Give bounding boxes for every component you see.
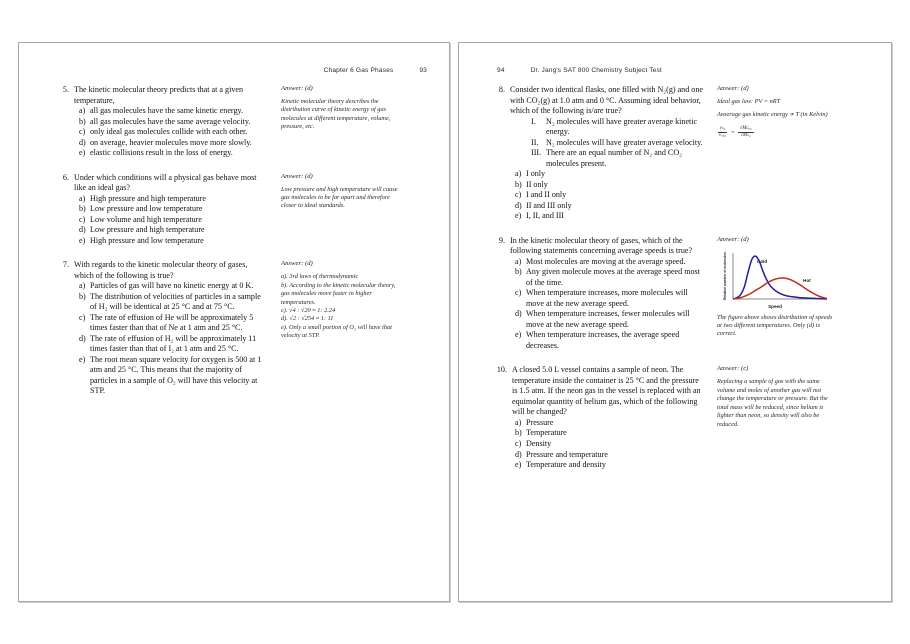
question-9-options <box>493 257 705 352</box>
right-page-running-head <box>497 67 662 74</box>
option-item: c) Density <box>515 438 552 448</box>
roman-statement-item: III. There are an equal number of N₂ and CO₂ molecules present. <box>531 148 682 168</box>
option-item: b) all gas molecules have the same average velocity. <box>79 116 251 126</box>
speed-distribution-svg <box>717 249 829 311</box>
answer-explanation-7 <box>281 273 399 341</box>
question-9-answer-sidebar <box>717 236 835 352</box>
roman-statement-item: I. N₂ molecules will have greater average kinetic energy. <box>531 116 698 137</box>
question-block-8 <box>493 85 877 222</box>
question-10-main <box>493 365 705 470</box>
question-6-options <box>57 194 269 247</box>
ideal-gas-law-note: Ideal gas law: PV = nRT <box>717 98 781 105</box>
option-item: c) Low volume and high temperature <box>79 214 202 224</box>
left-page-chapter-title: Chapter 6 Gas Phases <box>323 67 394 74</box>
option-item: e) The root mean square velocity for oxygen is 500 at 1 atm and 25 °C. This means that the majority of particles in a sample of O₂ will have this velocity at STP. <box>79 354 262 396</box>
question-6-number: 6. <box>62 172 69 182</box>
option-item: e) High pressure and low temperature <box>79 235 204 245</box>
answer-key-8: Answer: (d) <box>717 85 749 92</box>
option-item: d) The rate of effusion of H₂ will be approximately 11 times faster than that of I₂ at 1 atm and 25 °C. <box>79 333 257 354</box>
answer-line: b). According to the kinetic molecular theory, gas molecules move faster in higher temperatures. <box>281 281 396 306</box>
option-item: d) When temperature increases, fewer molecules will move at the new average speed. <box>515 309 690 329</box>
formula-lhs: $\frac{\text{vₙ₂}}{\text{v꜀ₒ₂}}$ <box>719 125 726 139</box>
option-item: d) Pressure and temperature <box>515 449 608 459</box>
answer-line: e). Only a small portion of O₂ will have that velocity at STP. <box>281 323 392 340</box>
question-6-stem: Under which conditions will a physical gas behave most like an ideal gas? <box>74 172 257 193</box>
left-page-running-head <box>324 67 427 74</box>
answer-line: d). √2 : √254 ≈ 1: 11 <box>281 315 334 323</box>
answer-explanation-10: Replacing a sample of gas with the same volume and moles of another gas will not change the temperature or pressure. But the total mass will be reduced, since helium is lighter than neon, so density will also be reduced. <box>717 378 828 428</box>
answer-line: a). 3rd laws of thermodynamic <box>281 273 359 281</box>
formula-rhs: $\frac{\text{√Mᴄₒ₂}}{\text{√Mₙ₂}}$ <box>739 125 752 139</box>
question-8-main <box>493 85 705 222</box>
option-item: c) I and II only <box>515 190 567 200</box>
option-item: a) Pressure <box>515 417 554 427</box>
page-left <box>18 42 450 602</box>
option-item: e) elastic collisions result in the loss of energy. <box>79 148 233 158</box>
option-item: b) Temperature <box>515 428 567 438</box>
question-5-main <box>57 85 269 159</box>
option-item: c) When temperature increases, more molecules will move at the new average speed. <box>515 288 688 308</box>
question-10-answer-sidebar <box>717 365 835 470</box>
question-7-main <box>57 260 269 397</box>
option-item: e) When temperature increases, the average speed decreases. <box>515 330 680 350</box>
option-item: a) Most molecules are moving at the average speed. <box>515 256 686 266</box>
question-10-stem: A closed 5.0 L vessel contains a sample of neon. The temperature inside the container is 25 °C and the pressure is 1.5 atm. If the neon gas in the vessel is replaced with an equimolar quantity of helium gas, which of the following will be changed? <box>512 365 701 417</box>
question-8-roman-statements <box>493 117 705 170</box>
question-8-answer-sidebar <box>717 85 835 222</box>
option-item: a) Particles of gas will have no kinetic energy at 0 K. <box>79 281 254 291</box>
question-8-stem: Consider two identical flasks, one filled with N₂(g) and one with CO₂(g) at 1.0 atm and 0 °C. Assuming ideal behavior, which of the following is/are true? <box>510 85 703 116</box>
right-page-title: Dr. Jang's SAT 800 Chemistry Subject Test <box>530 67 662 74</box>
option-item: b) II only <box>515 179 548 189</box>
effusion-ratio-formula <box>717 126 835 138</box>
question-5-stem: The kinetic molecular theory predicts that at a given temperature, <box>74 85 244 105</box>
question-block-9 <box>493 236 877 352</box>
question-6-main <box>57 173 269 247</box>
page-right <box>458 42 892 602</box>
question-7-answer-sidebar <box>281 260 399 397</box>
question-7-stem: With regards to the kinetic molecular theory of gases, which of the following is true? <box>74 260 248 280</box>
option-item: d) on average, heavier molecules move more slowly. <box>79 137 252 147</box>
option-item: a) High pressure and high temperature <box>79 193 206 203</box>
option-item: c) only ideal gas molecules collide with each other. <box>79 127 248 137</box>
kinetic-energy-note: Avaerage gas kinetic energy ∝ T (in Kelvin) <box>717 111 828 119</box>
roman-statement-item: II. N₂ molecules will have greater average velocity. <box>531 137 703 147</box>
right-page-content <box>493 85 877 595</box>
option-item: b) Any given molecule moves at the average speed most of the time. <box>515 267 700 287</box>
equals-sign: = <box>730 128 735 136</box>
chart-caption: The figure above shows distribution of speeds at two different temperatures. Only (d) is correct. <box>717 313 833 338</box>
question-block-7 <box>57 260 435 397</box>
option-item: a) all gas molecules have the same kinetic energy. <box>79 106 244 116</box>
hot-curve <box>733 278 827 299</box>
question-9-main <box>493 236 705 352</box>
question-9-number: 9. <box>498 235 505 245</box>
question-9-stem: In the kinetic molecular theory of gases, which of the following statements concerning average speeds is true? <box>510 235 693 256</box>
option-item: c) The rate of effusion of He will be approximately 5 times faster than that of Ne at 1 atm and 25 °C. <box>79 312 254 333</box>
question-block-6 <box>57 173 435 247</box>
answer-key-10: Answer: (c) <box>717 365 749 373</box>
answer-key-6: Answer: (d) <box>281 172 313 180</box>
question-5-answer-sidebar <box>281 85 399 159</box>
question-5-number: 5. <box>62 85 69 94</box>
option-item: b) Low pressure and low temperature <box>79 204 203 214</box>
option-item: e) I, II, and III <box>515 211 564 221</box>
y-axis-label: Relative number of molecules <box>723 251 727 300</box>
x-axis-label: Speed <box>768 303 782 309</box>
answer-key-7: Answer: (d) <box>281 260 313 268</box>
left-page-content <box>57 85 435 595</box>
option-item: b) The distribution of velocities of particles in a sample of H₂ will be identical at 25 °C and at 75 °C. <box>79 291 261 312</box>
question-5-options <box>57 106 269 159</box>
cold-curve-label: Cold <box>757 258 768 264</box>
question-block-5 <box>57 85 435 159</box>
answer-explanation-5: Kinetic molecular theory describes the distribution curve of kinetic energy of gas molecules at different temperature, volume, pressure, etc. <box>281 98 391 131</box>
question-8-number: 8. <box>498 85 505 94</box>
question-10-options <box>493 418 705 471</box>
question-7-number: 7. <box>62 260 69 270</box>
answer-key-5: Answer: (d) <box>281 85 313 92</box>
question-7-options <box>57 281 269 397</box>
left-page-folio: 93 <box>419 67 427 74</box>
hot-curve-label: Hot <box>803 277 811 283</box>
maxwell-boltzmann-distribution-chart <box>717 249 835 311</box>
question-8-options <box>493 169 705 222</box>
answer-explanation-6: Low pressure and high temperature will cause gas molecules to be far apart and therefore closer to ideal standards. <box>281 185 398 210</box>
question-10-number: 10. <box>496 365 507 375</box>
answer-key-9: Answer: (d) <box>717 235 749 243</box>
question-block-10 <box>493 365 877 470</box>
right-page-folio: 94 <box>497 67 505 74</box>
option-item: a) I only <box>515 169 546 179</box>
option-item: e) Temperature and density <box>515 460 606 470</box>
answer-line: c). √4 : √20 ≈ 1: 2.24 <box>281 306 336 314</box>
option-item: d) Low pressure and high temperature <box>79 225 205 235</box>
option-item: d) II and III only <box>515 200 572 210</box>
question-6-answer-sidebar <box>281 173 399 247</box>
